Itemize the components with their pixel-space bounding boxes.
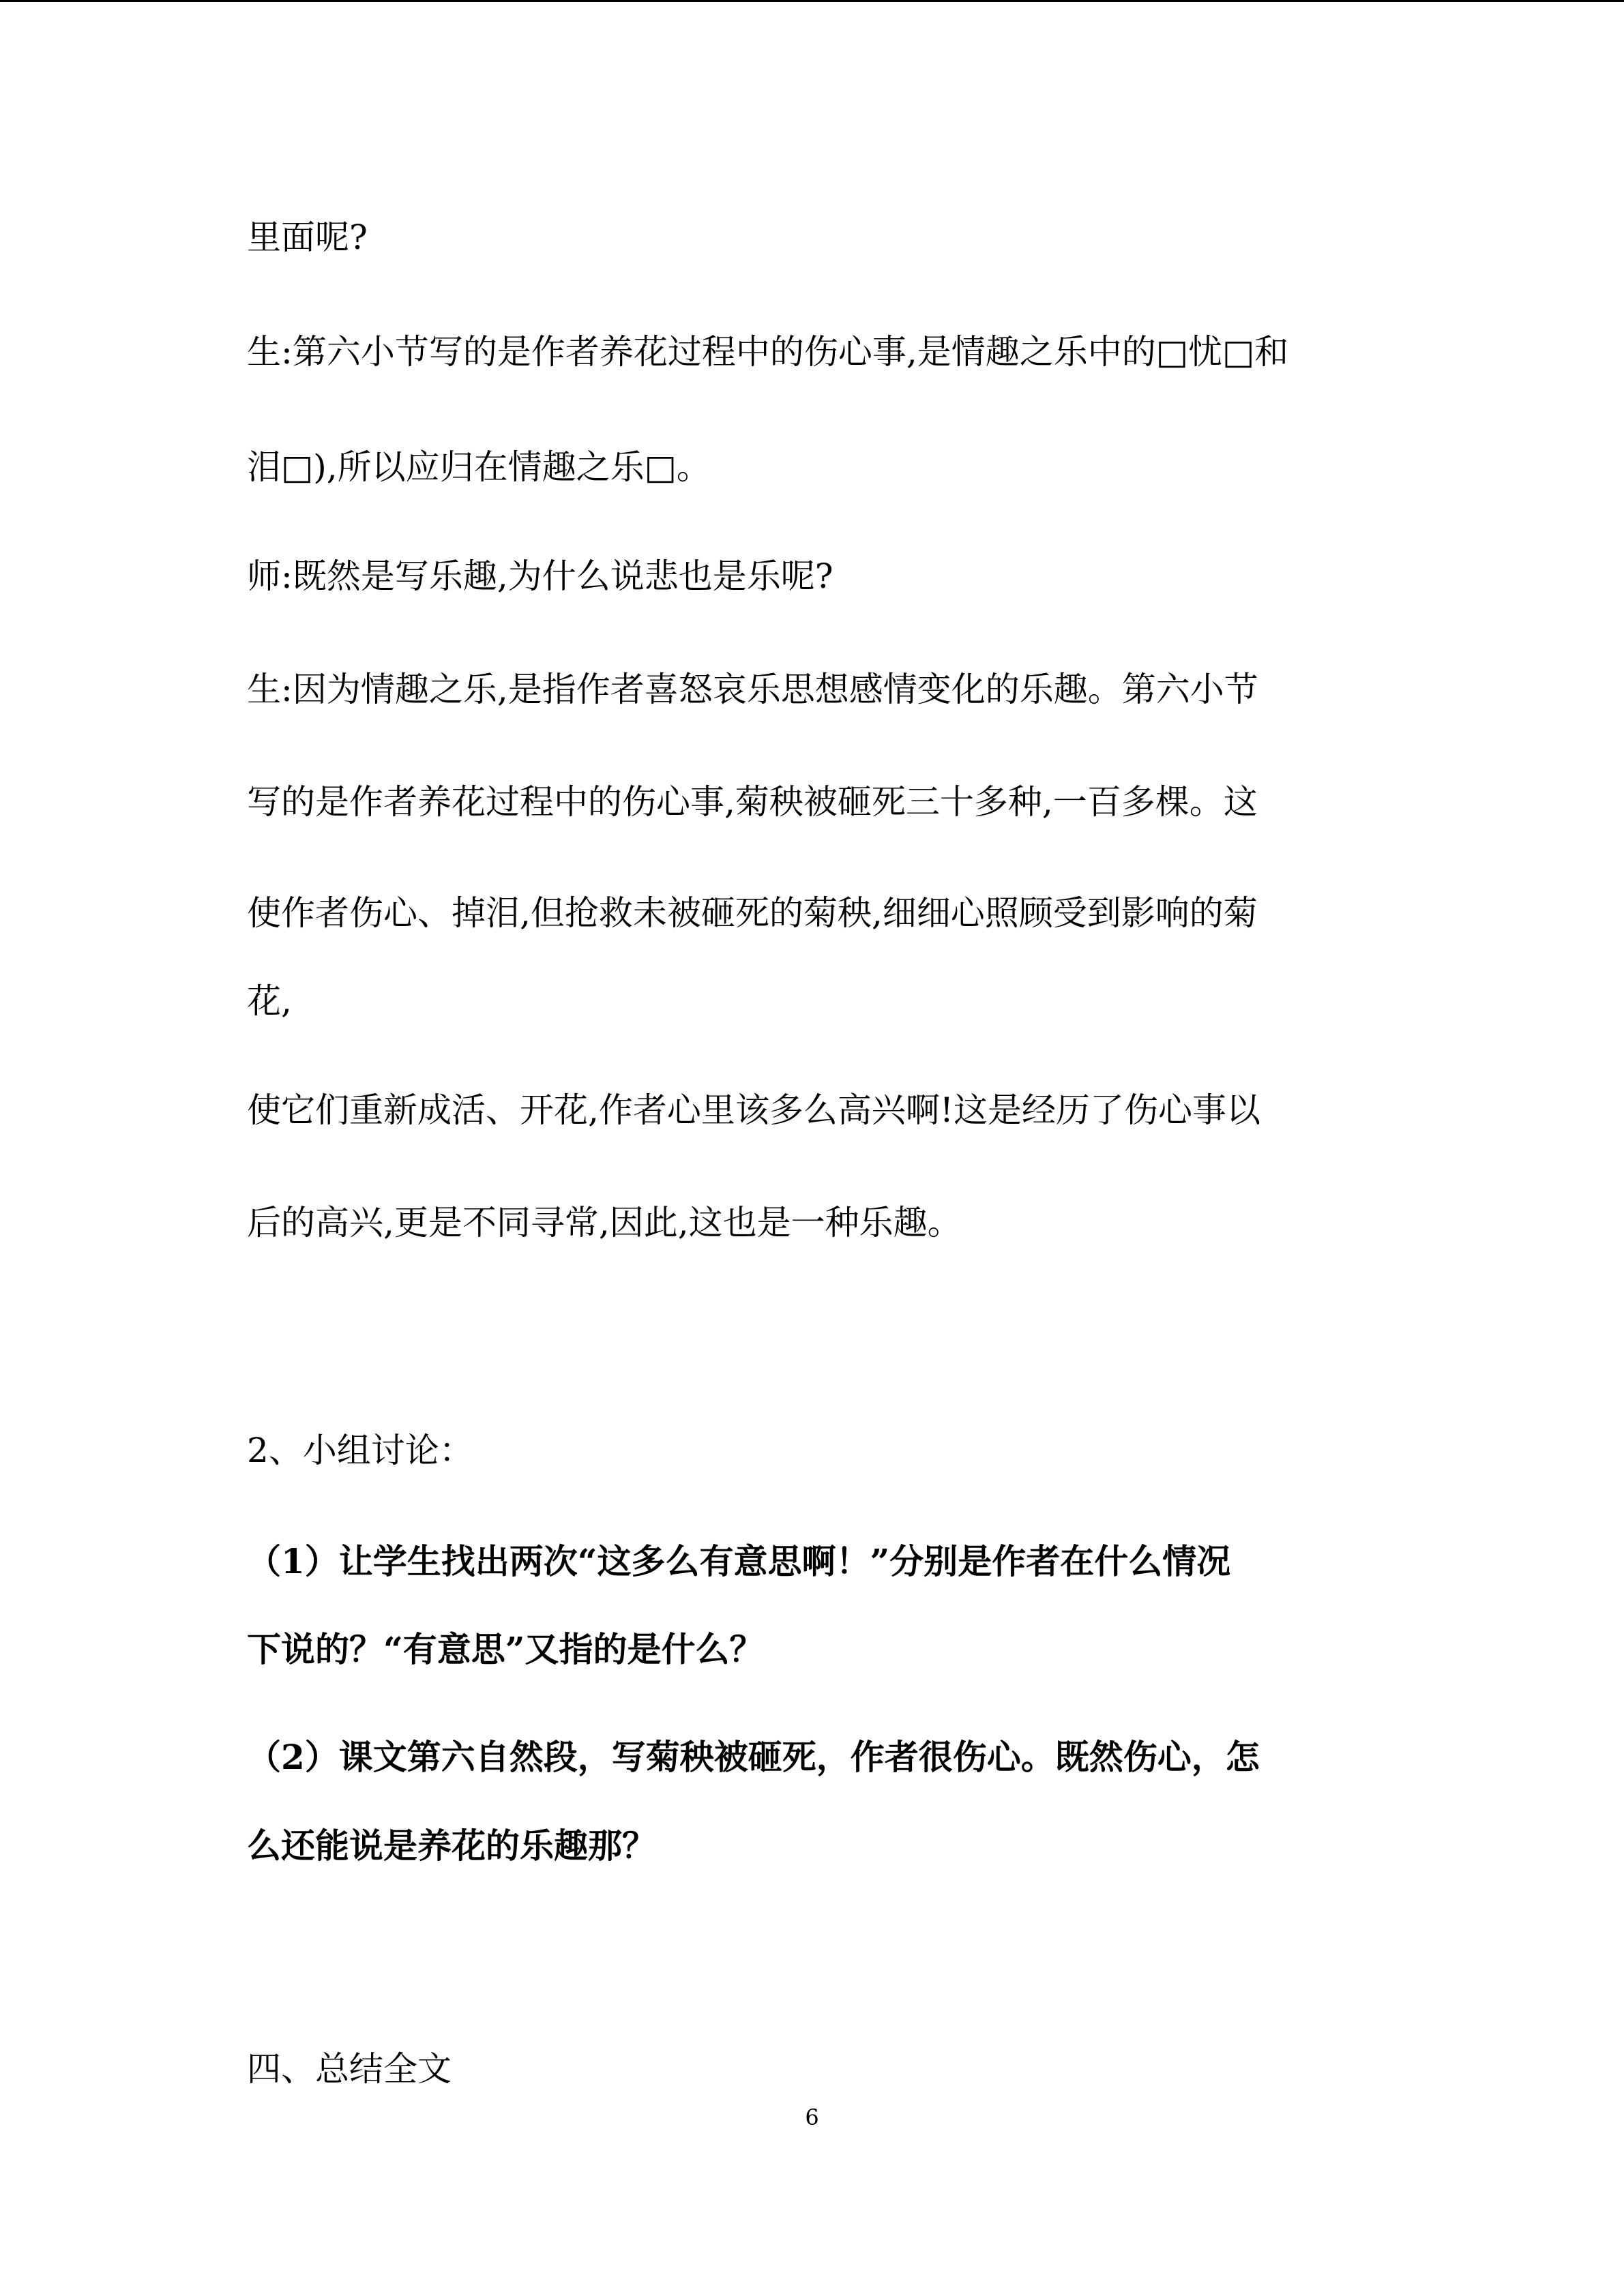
text-line-8: 花, xyxy=(247,981,292,1021)
question-2-line-1: （2）课文第六自然段，写菊秧被砸死，作者很伤心。既然伤心，怎 xyxy=(247,1737,1260,1777)
text-line-1: 里面呢? xyxy=(247,218,368,257)
question-2-line-2: 么还能说是养花的乐趣那？ xyxy=(247,1825,656,1866)
question-1-line-1: （1）让学生找出两次“这多么有意思啊！”分别是作者在什么情况 xyxy=(247,1541,1231,1581)
text-line-7: 使作者伤心、掉泪,但抢救未被砸死的菊秧,细细心照顾受到影响的菊 xyxy=(247,893,1258,933)
text-line-2: 生:第六小节写的是作者养花过程中的伤心事,是情趣之乐中的□忧□和 xyxy=(247,332,1289,372)
text-line-6: 写的是作者养花过程中的伤心事,菊秧被砸死三十多种,一百多棵。这 xyxy=(247,782,1258,822)
section-heading-summary: 四、总结全文 xyxy=(247,2049,452,2089)
page-number: 6 xyxy=(805,2104,819,2130)
text-line-3: 泪□),所以应归在情趣之乐□。 xyxy=(247,447,711,487)
page-top-border xyxy=(0,0,1624,2)
text-line-9: 使它们重新成活、开花,作者心里该多么高兴啊!这是经历了伤心事以 xyxy=(247,1090,1260,1130)
section-heading-group-discussion: 2、小组讨论： xyxy=(247,1431,473,1470)
text-line-10: 后的高兴,更是不同寻常,因此,这也是一种乐趣。 xyxy=(247,1203,962,1242)
text-line-4: 师:既然是写乐趣,为什么说悲也是乐呢? xyxy=(247,556,833,596)
question-1-line-2: 下说的？“有意思”又指的是什么？ xyxy=(247,1629,764,1669)
text-line-5: 生:因为情趣之乐,是指作者喜怒哀乐思想感情变化的乐趣。第六小节 xyxy=(247,670,1258,709)
